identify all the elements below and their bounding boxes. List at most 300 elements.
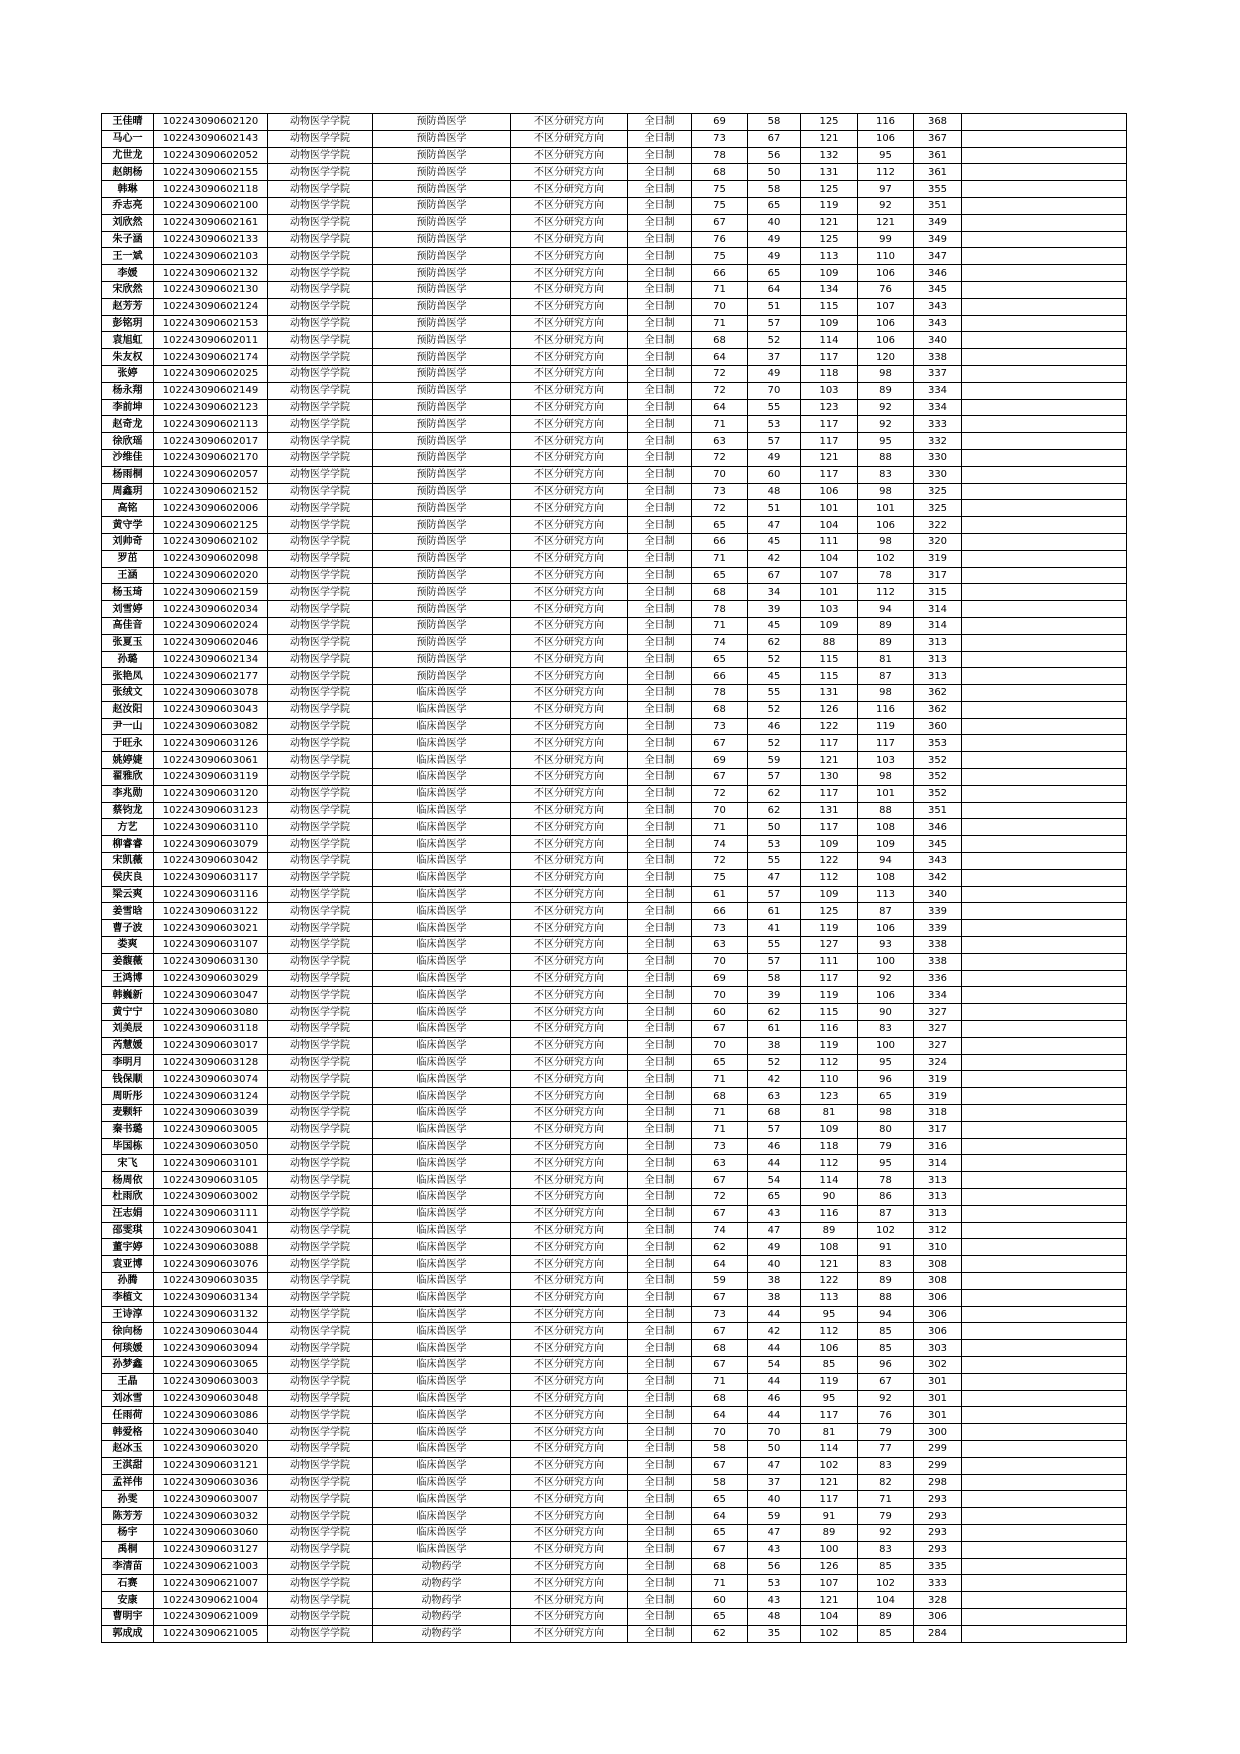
direction-cell: 不区分研究方向 [511,416,628,433]
study-mode-cell: 全日制 [628,281,692,298]
study-mode-cell: 全日制 [628,399,692,416]
total-score-cell: 338 [914,349,962,366]
total-score-cell: 299 [914,1457,962,1474]
remark-cell [962,349,1127,366]
major-cell: 临床兽医学 [373,920,511,937]
college-cell: 动物医学学院 [268,1608,373,1625]
study-mode-cell: 全日制 [628,181,692,198]
name-cell: 安康 [102,1592,154,1609]
subject2-score-cell: 87 [858,1205,914,1222]
table-row [102,701,1127,718]
college-cell: 动物医学学院 [268,1491,373,1508]
exam-id-cell: 102243090603088 [154,1239,268,1256]
foreign-language-score-cell: 44 [748,1306,801,1323]
study-mode-cell: 全日制 [628,449,692,466]
remark-cell [962,1289,1127,1306]
subject2-score-cell: 103 [858,752,914,769]
total-score-cell: 312 [914,1222,962,1239]
subject2-score-cell: 85 [858,1558,914,1575]
total-score-cell: 313 [914,634,962,651]
politics-score-cell: 68 [692,1558,748,1575]
major-cell: 预防兽医学 [373,197,511,214]
college-cell: 动物医学学院 [268,449,373,466]
subject2-score-cell: 77 [858,1440,914,1457]
college-cell: 动物医学学院 [268,1021,373,1038]
foreign-language-score-cell: 54 [748,1356,801,1373]
table-row [102,130,1127,147]
politics-score-cell: 73 [692,920,748,937]
college-cell: 动物医学学院 [268,265,373,282]
subject1-score-cell: 117 [801,349,858,366]
foreign-language-score-cell: 63 [748,1088,801,1105]
politics-score-cell: 62 [692,1239,748,1256]
subject2-score-cell: 106 [858,315,914,332]
direction-cell: 不区分研究方向 [511,718,628,735]
politics-score-cell: 71 [692,819,748,836]
major-cell: 动物药学 [373,1558,511,1575]
remark-cell [962,634,1127,651]
exam-id-cell: 102243090602143 [154,130,268,147]
table-row [102,197,1127,214]
foreign-language-score-cell: 60 [748,466,801,483]
subject2-score-cell: 95 [858,1155,914,1172]
subject2-score-cell: 116 [858,701,914,718]
subject1-score-cell: 117 [801,970,858,987]
study-mode-cell: 全日制 [628,617,692,634]
college-cell: 动物医学学院 [268,1189,373,1206]
exam-id-cell: 102243090603117 [154,869,268,886]
table-row [102,634,1127,651]
politics-score-cell: 60 [692,1592,748,1609]
subject2-score-cell: 65 [858,1088,914,1105]
direction-cell: 不区分研究方向 [511,281,628,298]
subject1-score-cell: 132 [801,147,858,164]
total-score-cell: 308 [914,1256,962,1273]
study-mode-cell: 全日制 [628,752,692,769]
college-cell: 动物医学学院 [268,668,373,685]
name-cell: 陈芳芳 [102,1508,154,1525]
total-score-cell: 293 [914,1491,962,1508]
exam-id-cell: 102243090603041 [154,1222,268,1239]
direction-cell: 不区分研究方向 [511,1558,628,1575]
remark-cell [962,970,1127,987]
major-cell: 临床兽医学 [373,953,511,970]
subject1-score-cell: 134 [801,281,858,298]
subject2-score-cell: 112 [858,584,914,601]
total-score-cell: 303 [914,1340,962,1357]
major-cell: 预防兽医学 [373,147,511,164]
subject1-score-cell: 121 [801,130,858,147]
college-cell: 动物医学学院 [268,1424,373,1441]
college-cell: 动物医学学院 [268,1272,373,1289]
study-mode-cell: 全日制 [628,601,692,618]
direction-cell: 不区分研究方向 [511,1625,628,1642]
exam-id-cell: 102243090603080 [154,1004,268,1021]
table-row [102,1457,1127,1474]
direction-cell: 不区分研究方向 [511,1323,628,1340]
subject2-score-cell: 89 [858,634,914,651]
exam-id-cell: 102243090603105 [154,1172,268,1189]
remark-cell [962,1373,1127,1390]
subject2-score-cell: 104 [858,1592,914,1609]
name-cell: 刘冰雪 [102,1390,154,1407]
major-cell: 临床兽医学 [373,1356,511,1373]
subject1-score-cell: 116 [801,1021,858,1038]
college-cell: 动物医学学院 [268,634,373,651]
exam-id-cell: 102243090602103 [154,248,268,265]
table-row [102,1356,1127,1373]
subject1-score-cell: 119 [801,1037,858,1054]
politics-score-cell: 71 [692,281,748,298]
subject1-score-cell: 117 [801,466,858,483]
exam-id-cell: 102243090602177 [154,668,268,685]
name-cell: 张夏玉 [102,634,154,651]
study-mode-cell: 全日制 [628,1239,692,1256]
total-score-cell: 353 [914,735,962,752]
subject2-score-cell: 83 [858,1457,914,1474]
name-cell: 宋凯薇 [102,853,154,870]
subject1-score-cell: 114 [801,1440,858,1457]
subject1-score-cell: 109 [801,315,858,332]
politics-score-cell: 72 [692,1189,748,1206]
subject1-score-cell: 126 [801,701,858,718]
name-cell: 王诗淳 [102,1306,154,1323]
name-cell: 张艳凤 [102,668,154,685]
subject2-score-cell: 76 [858,1407,914,1424]
subject1-score-cell: 91 [801,1508,858,1525]
foreign-language-score-cell: 55 [748,399,801,416]
exam-id-cell: 102243090603061 [154,752,268,769]
table-row [102,533,1127,550]
subject1-score-cell: 109 [801,1121,858,1138]
subject2-score-cell: 112 [858,164,914,181]
college-cell: 动物医学学院 [268,533,373,550]
major-cell: 临床兽医学 [373,1121,511,1138]
subject1-score-cell: 104 [801,1608,858,1625]
exam-id-cell: 102243090603120 [154,785,268,802]
politics-score-cell: 67 [692,769,748,786]
politics-score-cell: 78 [692,147,748,164]
remark-cell [962,1205,1127,1222]
total-score-cell: 313 [914,651,962,668]
direction-cell: 不区分研究方向 [511,382,628,399]
foreign-language-score-cell: 40 [748,214,801,231]
foreign-language-score-cell: 70 [748,382,801,399]
foreign-language-score-cell: 47 [748,1222,801,1239]
table-row [102,1004,1127,1021]
exam-id-cell: 102243090603020 [154,1440,268,1457]
subject1-score-cell: 81 [801,1424,858,1441]
major-cell: 临床兽医学 [373,1424,511,1441]
remark-cell [962,668,1127,685]
table-row [102,1491,1127,1508]
total-score-cell: 352 [914,769,962,786]
major-cell: 临床兽医学 [373,1172,511,1189]
remark-cell [962,550,1127,567]
study-mode-cell: 全日制 [628,466,692,483]
college-cell: 动物医学学院 [268,651,373,668]
politics-score-cell: 68 [692,332,748,349]
subject1-score-cell: 122 [801,718,858,735]
direction-cell: 不区分研究方向 [511,114,628,131]
foreign-language-score-cell: 62 [748,785,801,802]
remark-cell [962,769,1127,786]
total-score-cell: 349 [914,231,962,248]
subject2-score-cell: 102 [858,1222,914,1239]
major-cell: 动物药学 [373,1608,511,1625]
subject2-score-cell: 91 [858,1239,914,1256]
subject1-score-cell: 121 [801,752,858,769]
foreign-language-score-cell: 44 [748,1340,801,1357]
direction-cell: 不区分研究方向 [511,651,628,668]
subject2-score-cell: 120 [858,349,914,366]
total-score-cell: 325 [914,500,962,517]
exam-id-cell: 102243090602098 [154,550,268,567]
exam-id-cell: 102243090621009 [154,1608,268,1625]
total-score-cell: 346 [914,265,962,282]
name-cell: 赵汝阳 [102,701,154,718]
exam-id-cell: 102243090602024 [154,617,268,634]
major-cell: 预防兽医学 [373,181,511,198]
subject1-score-cell: 117 [801,1491,858,1508]
table-row [102,1390,1127,1407]
study-mode-cell: 全日制 [628,1373,692,1390]
subject2-score-cell: 94 [858,1306,914,1323]
politics-score-cell: 73 [692,130,748,147]
table-row [102,1508,1127,1525]
foreign-language-score-cell: 57 [748,1121,801,1138]
politics-score-cell: 68 [692,1340,748,1357]
total-score-cell: 330 [914,449,962,466]
remark-cell [962,802,1127,819]
foreign-language-score-cell: 53 [748,836,801,853]
subject1-score-cell: 118 [801,365,858,382]
politics-score-cell: 71 [692,315,748,332]
subject1-score-cell: 131 [801,164,858,181]
foreign-language-score-cell: 46 [748,718,801,735]
exam-id-cell: 102243090603048 [154,1390,268,1407]
foreign-language-score-cell: 59 [748,752,801,769]
college-cell: 动物医学学院 [268,1474,373,1491]
politics-score-cell: 65 [692,517,748,534]
politics-score-cell: 66 [692,533,748,550]
major-cell: 预防兽医学 [373,433,511,450]
remark-cell [962,114,1127,131]
politics-score-cell: 59 [692,1272,748,1289]
subject1-score-cell: 81 [801,1105,858,1122]
name-cell: 杨周依 [102,1172,154,1189]
remark-cell [962,1323,1127,1340]
politics-score-cell: 67 [692,1323,748,1340]
study-mode-cell: 全日制 [628,1105,692,1122]
total-score-cell: 343 [914,853,962,870]
major-cell: 临床兽医学 [373,1138,511,1155]
subject2-score-cell: 89 [858,382,914,399]
remark-cell [962,1608,1127,1625]
college-cell: 动物医学学院 [268,114,373,131]
total-score-cell: 317 [914,567,962,584]
college-cell: 动物医学学院 [268,920,373,937]
table-row [102,399,1127,416]
total-score-cell: 299 [914,1440,962,1457]
exam-id-cell: 102243090602046 [154,634,268,651]
table-row [102,970,1127,987]
direction-cell: 不区分研究方向 [511,365,628,382]
college-cell: 动物医学学院 [268,483,373,500]
direction-cell: 不区分研究方向 [511,1390,628,1407]
subject1-score-cell: 104 [801,550,858,567]
exam-id-cell: 102243090603107 [154,937,268,954]
table-row [102,769,1127,786]
remark-cell [962,1491,1127,1508]
direction-cell: 不区分研究方向 [511,1222,628,1239]
college-cell: 动物医学学院 [268,601,373,618]
study-mode-cell: 全日制 [628,1256,692,1273]
exam-id-cell: 102243090603032 [154,1508,268,1525]
name-cell: 杨宇 [102,1524,154,1541]
politics-score-cell: 65 [692,1054,748,1071]
total-score-cell: 314 [914,617,962,634]
politics-score-cell: 69 [692,114,748,131]
study-mode-cell: 全日制 [628,1356,692,1373]
exam-id-cell: 102243090603130 [154,953,268,970]
college-cell: 动物医学学院 [268,349,373,366]
college-cell: 动物医学学院 [268,517,373,534]
study-mode-cell: 全日制 [628,668,692,685]
study-mode-cell: 全日制 [628,953,692,970]
college-cell: 动物医学学院 [268,281,373,298]
subject2-score-cell: 86 [858,1189,914,1206]
name-cell: 王一斌 [102,248,154,265]
exam-id-cell: 102243090603005 [154,1121,268,1138]
subject2-score-cell: 87 [858,903,914,920]
exam-id-cell: 102243090603119 [154,769,268,786]
college-cell: 动物医学学院 [268,1239,373,1256]
politics-score-cell: 75 [692,197,748,214]
table-row [102,651,1127,668]
exam-id-cell: 102243090602153 [154,315,268,332]
direction-cell: 不区分研究方向 [511,1037,628,1054]
table-row [102,819,1127,836]
total-score-cell: 339 [914,920,962,937]
direction-cell: 不区分研究方向 [511,1105,628,1122]
direction-cell: 不区分研究方向 [511,1524,628,1541]
table-row [102,802,1127,819]
name-cell: 孙璐 [102,651,154,668]
direction-cell: 不区分研究方向 [511,231,628,248]
table-row [102,584,1127,601]
major-cell: 临床兽医学 [373,1071,511,1088]
table-row [102,298,1127,315]
remark-cell [962,1004,1127,1021]
total-score-cell: 306 [914,1306,962,1323]
subject1-score-cell: 112 [801,869,858,886]
politics-score-cell: 64 [692,1508,748,1525]
subject2-score-cell: 80 [858,1121,914,1138]
subject2-score-cell: 89 [858,617,914,634]
subject2-score-cell: 108 [858,869,914,886]
exam-id-cell: 102243090603060 [154,1524,268,1541]
college-cell: 动物医学学院 [268,937,373,954]
direction-cell: 不区分研究方向 [511,181,628,198]
major-cell: 预防兽医学 [373,449,511,466]
subject1-score-cell: 103 [801,601,858,618]
study-mode-cell: 全日制 [628,197,692,214]
politics-score-cell: 65 [692,651,748,668]
major-cell: 预防兽医学 [373,617,511,634]
name-cell: 麦颗轩 [102,1105,154,1122]
subject2-score-cell: 83 [858,1021,914,1038]
college-cell: 动物医学学院 [268,1541,373,1558]
table-row [102,1037,1127,1054]
direction-cell: 不区分研究方向 [511,1608,628,1625]
major-cell: 临床兽医学 [373,735,511,752]
name-cell: 石赛 [102,1575,154,1592]
subject1-score-cell: 123 [801,1088,858,1105]
total-score-cell: 328 [914,1592,962,1609]
subject1-score-cell: 118 [801,1138,858,1155]
table-row [102,1558,1127,1575]
score-table [101,113,1127,1643]
remark-cell [962,1222,1127,1239]
foreign-language-score-cell: 43 [748,1541,801,1558]
college-cell: 动物医学学院 [268,332,373,349]
subject1-score-cell: 112 [801,1155,858,1172]
study-mode-cell: 全日制 [628,1272,692,1289]
exam-id-cell: 102243090602113 [154,416,268,433]
subject2-score-cell: 85 [858,1340,914,1357]
subject1-score-cell: 100 [801,1541,858,1558]
remark-cell [962,500,1127,517]
college-cell: 动物医学学院 [268,1138,373,1155]
name-cell: 李清苗 [102,1558,154,1575]
name-cell: 杜雨欣 [102,1189,154,1206]
name-cell: 赵芳芳 [102,298,154,315]
table-row [102,735,1127,752]
college-cell: 动物医学学院 [268,1155,373,1172]
college-cell: 动物医学学院 [268,1390,373,1407]
remark-cell [962,617,1127,634]
remark-cell [962,920,1127,937]
college-cell: 动物医学学院 [268,466,373,483]
name-cell: 刘帅奇 [102,533,154,550]
major-cell: 预防兽医学 [373,533,511,550]
table-row [102,869,1127,886]
name-cell: 黄守学 [102,517,154,534]
direction-cell: 不区分研究方向 [511,735,628,752]
major-cell: 临床兽医学 [373,802,511,819]
major-cell: 临床兽医学 [373,1457,511,1474]
politics-score-cell: 68 [692,1088,748,1105]
study-mode-cell: 全日制 [628,819,692,836]
remark-cell [962,869,1127,886]
total-score-cell: 347 [914,248,962,265]
direction-cell: 不区分研究方向 [511,349,628,366]
direction-cell: 不区分研究方向 [511,483,628,500]
remark-cell [962,735,1127,752]
total-score-cell: 322 [914,517,962,534]
table-row [102,332,1127,349]
exam-id-cell: 102243090603074 [154,1071,268,1088]
name-cell: 王淇甜 [102,1457,154,1474]
subject2-score-cell: 92 [858,197,914,214]
foreign-language-score-cell: 53 [748,416,801,433]
major-cell: 临床兽医学 [373,1155,511,1172]
direction-cell: 不区分研究方向 [511,1474,628,1491]
foreign-language-score-cell: 61 [748,903,801,920]
subject1-score-cell: 109 [801,617,858,634]
remark-cell [962,298,1127,315]
